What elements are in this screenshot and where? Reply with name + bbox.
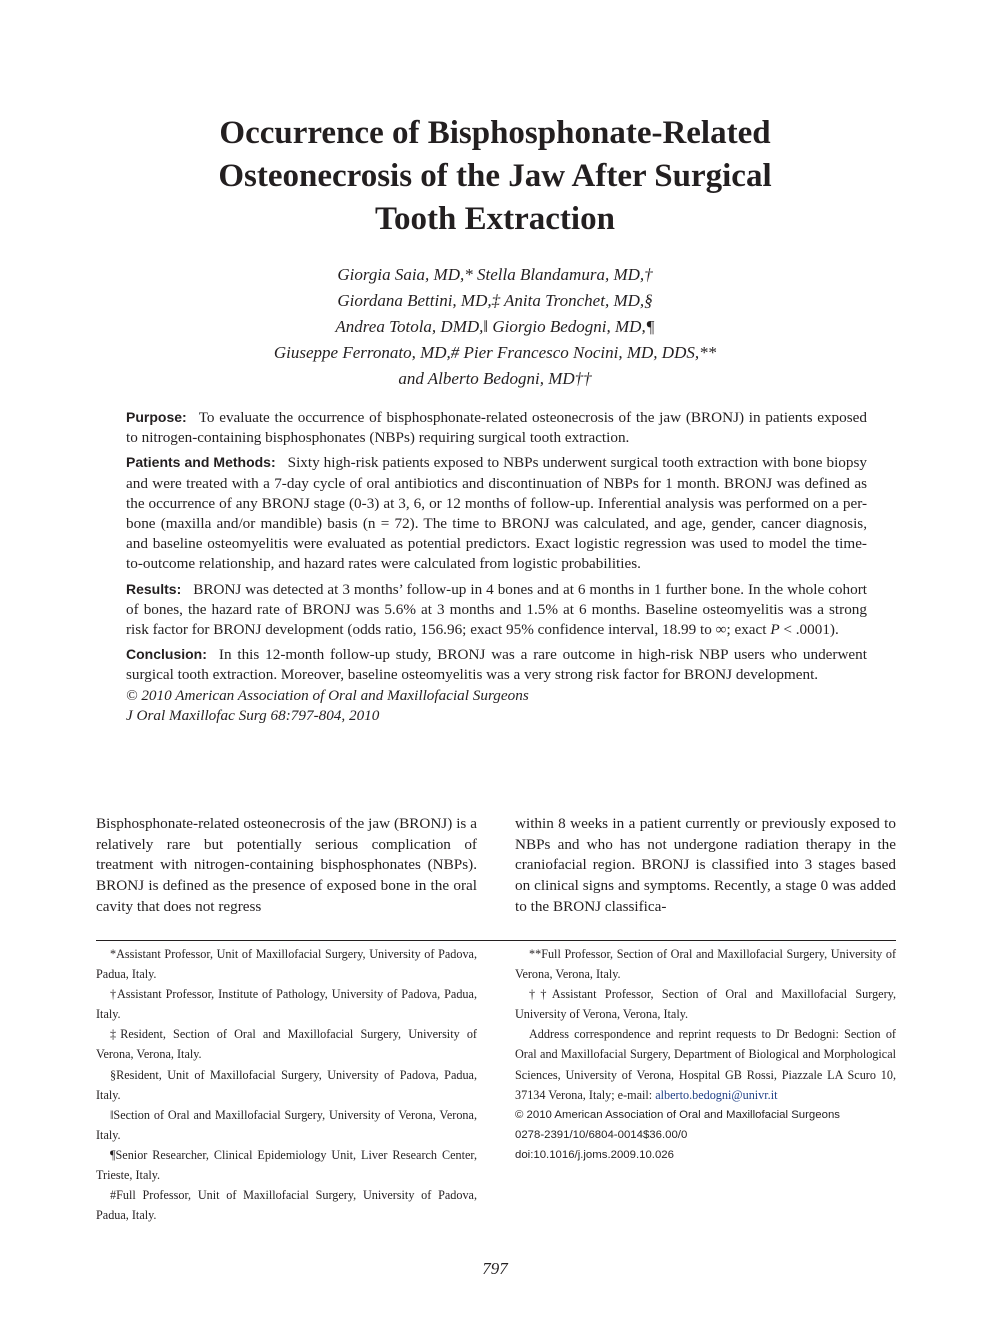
abstract-purpose [126, 407, 867, 448]
footnote: ‖Section of Oral and Maxillofacial Surgery, University of Verona, Verona, Italy. [96, 1107, 477, 1142]
p-symbol: P [770, 621, 780, 639]
body-column-right [515, 814, 896, 918]
email-link[interactable]: alberto.bedogni@univr.it [655, 1087, 778, 1102]
conclusion-label: Conclusion: [126, 646, 207, 663]
title-line: Occurrence of Bisphosphonate-Related [219, 115, 771, 151]
journal-citation: J Oral Maxillofac Surg 68:797-804, 2010 [126, 706, 380, 724]
address-text: Address correspondence and reprint requests to Dr Bedogni: Section of Oral and Maxillofacial Surgery, Department of Biological and Morphological Sciences, University of Verona, Hospital GB Rossi, Piazzale LA Scuro 10, 37134 Verona, Italy; e-mail: [515, 1027, 896, 1102]
page-number: 797 [482, 1259, 508, 1278]
footnote: §Resident, Unit of Maxillofacial Surgery, University of Padova, Padua, Italy. [96, 1067, 477, 1102]
abstract-methods [126, 452, 867, 574]
body-column-left [96, 814, 477, 918]
body-paragraph: Bisphosphonate-related osteonecrosis of the jaw (BRONJ) is a relatively rare but potentially serious complication of treatment with nitrogen-containing bisphosphonates (NBPs). BRONJ is defined as the presence of exposed bone in the oral cavity that does not regress [96, 815, 477, 915]
title-line: Tooth Extraction [375, 201, 615, 237]
doi: doi:10.1016/j.joms.2009.10.026 [515, 1148, 674, 1161]
results-text-end: < .0001). [779, 621, 839, 639]
abstract-copyright: © 2010 American Association of Oral and Maxillofacial Surgeons [126, 686, 529, 704]
methods-text: Sixty high-risk patients exposed to NBPs underwent surgical tooth extraction with bone biopsy and were treated with a 7-day cycle of oral antibiotics and discontinuation of NBPs for 1 month. BRONJ was defined as the occurrence of any BRONJ stage (0-3) at 3, 6, or 12 months of follow-up. Inferential analysis was performed on a per-bone (maxilla and/or mandible) basis (n = 72). The time to BRONJ was calculated, and age, gender, cancer diagnosis, and baseline osteomyelitis were evaluated as potential predictors. Exact logistic regression was used to model the time-to-outcome relationship, and hazard rates were calculated from logistic probabilities. [126, 454, 867, 573]
footnote: #Full Professor, Unit of Maxillofacial Surgery, University of Padova, Padua, Italy. [96, 1188, 477, 1223]
author-line: Andrea Totola, DMD,‖ Giorgio Bedogni, MD,¶ [335, 317, 655, 336]
footnote: ‡Resident, Section of Oral and Maxillofacial Surgery, University of Verona, Verona, Italy. [96, 1027, 477, 1062]
abstract-results [126, 579, 867, 641]
footnote: ††Assistant Professor, Section of Oral and Maxillofacial Surgery, University of Verona, Verona, Italy. [515, 987, 896, 1022]
results-text: BRONJ was detected at 3 months’ follow-up in 4 bones and at 6 months in 1 further bone. In the whole cohort of bones, the hazard rate of BRONJ was 5.6% at 3 months and 1.5% at 6 months. Baseline osteomyelitis was a strong risk factor for BRONJ development (odds ratio, 156.96; exact 95% confidence interval, 18.99 to ∞; exact [126, 580, 867, 639]
body-paragraph: within 8 weeks in a patient currently or previously exposed to NBPs and who has not undergone radiation therapy in the craniofacial region. BRONJ is classified into 3 stages based on clinical signs and symptoms. Recently, a stage 0 was added to the BRONJ classifica- [515, 815, 896, 915]
correspondence-address [515, 1024, 896, 1104]
issn-code: 0278-2391/10/6804-0014$36.00/0 [515, 1128, 688, 1141]
conclusion-text: In this 12-month follow-up study, BRONJ was a rare outcome in high-risk NBP users who underwent surgical tooth extraction. Moreover, baseline osteomyelitis was a very strong risk factor for BRONJ development. [126, 646, 867, 684]
footnote-copyright: © 2010 American Association of Oral and Maxillofacial Surgeons [515, 1108, 840, 1121]
footnotes-right [515, 944, 896, 1165]
author-line: Giuseppe Ferronato, MD,# Pier Francesco Nocini, MD, DDS,** [273, 343, 717, 362]
author-line: and Alberto Bedogni, MD†† [398, 369, 592, 388]
methods-label: Patients and Methods: [126, 454, 276, 471]
article-title [120, 112, 870, 241]
abstract [126, 407, 867, 726]
author-line: Giorgia Saia, MD,* Stella Blandamura, MD,† [337, 265, 653, 284]
footnote: **Full Professor, Section of Oral and Maxillofacial Surgery, University of Verona, Verona, Italy. [515, 947, 896, 982]
footnotes-left [96, 944, 477, 1225]
abstract-conclusion [126, 644, 867, 685]
footnote: *Assistant Professor, Unit of Maxillofacial Surgery, University of Padova, Padua, Italy. [96, 947, 477, 982]
author-list [120, 262, 870, 392]
purpose-label: Purpose: [126, 409, 187, 425]
title-line: Osteonecrosis of the Jaw After Surgical [218, 158, 772, 194]
purpose-text: To evaluate the occurrence of bisphosphonate-related osteonecrosis of the jaw (BRONJ) in patients exposed to nitrogen-containing bisphosphonates (NBPs) requiring surgical tooth extraction. [126, 409, 867, 447]
results-label: Results: [126, 580, 182, 597]
footnote: ¶Senior Researcher, Clinical Epidemiology Unit, Liver Research Center, Trieste, Italy. [96, 1147, 477, 1183]
footnote: †Assistant Professor, Institute of Pathology, University of Padova, Padua, Italy. [96, 987, 477, 1022]
footnote-divider [96, 940, 896, 941]
author-line: Giordana Bettini, MD,‡ Anita Tronchet, MD,§ [337, 291, 653, 310]
